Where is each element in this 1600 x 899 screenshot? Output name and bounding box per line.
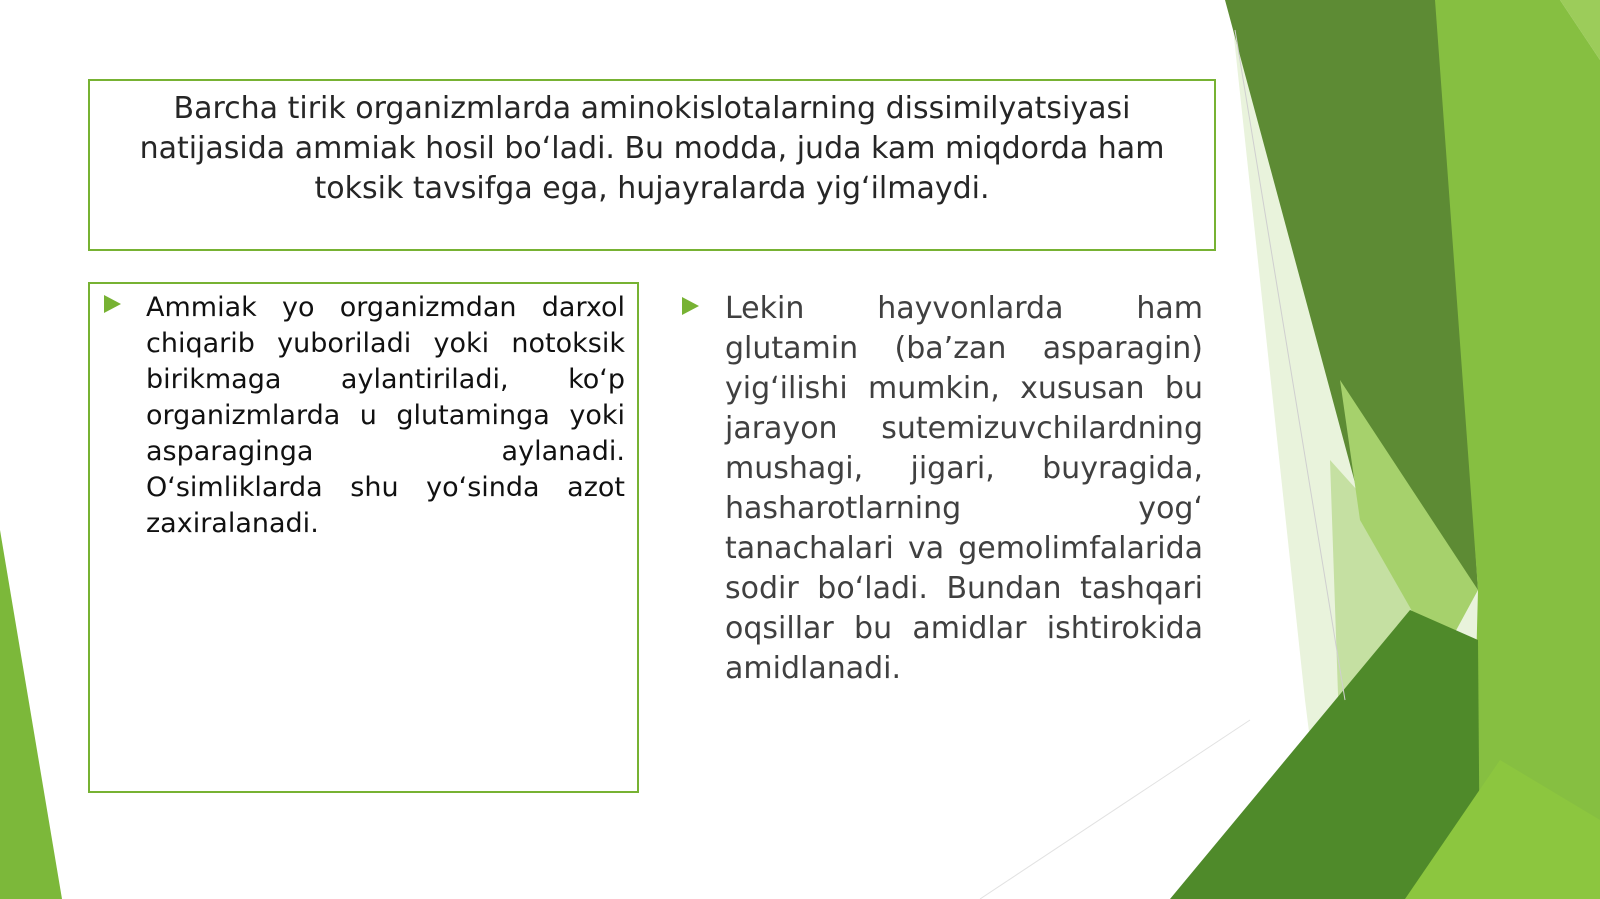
triangle-right-icon	[104, 295, 121, 313]
slide-title: Barcha tirik organizmlarda aminokislotalarning dissimilyatsiyasi natijasida ammiak hosil bo‘ladi. Bu modda, juda kam miqdorda ham toksik tavsifga ega, hujayralarda yig‘ilmaydi.	[139, 91, 1165, 206]
left-bullet-text: Ammiak yo organizmdan darxol chiqarib yuboriladi yoki notoksik birikmaga aylantiriladi, ko‘p organizmlarda u glutaminga yoki asparaginga aylanadi. O‘simliklarda shu yo‘sinda azot zaxiralanadi.	[146, 292, 625, 539]
left-green-sliver	[0, 530, 62, 899]
title-box	[88, 79, 1216, 251]
left-content-box	[88, 282, 639, 793]
triangle-right-icon	[682, 297, 699, 315]
right-bullet-text: Lekin hayvonlarda ham glutamin (ba’zan asparagin) yig‘ilishi mumkin, xususan bu jarayon sutemizuvchilardning mushagi, jigari, buyragida, hasharotlarning yog‘ tanachalari va gemolimfalarida sodir bo‘ladi. Bundan tashqari oqsillar bu amidlar ishtirokida amidlanadi.	[725, 291, 1203, 686]
